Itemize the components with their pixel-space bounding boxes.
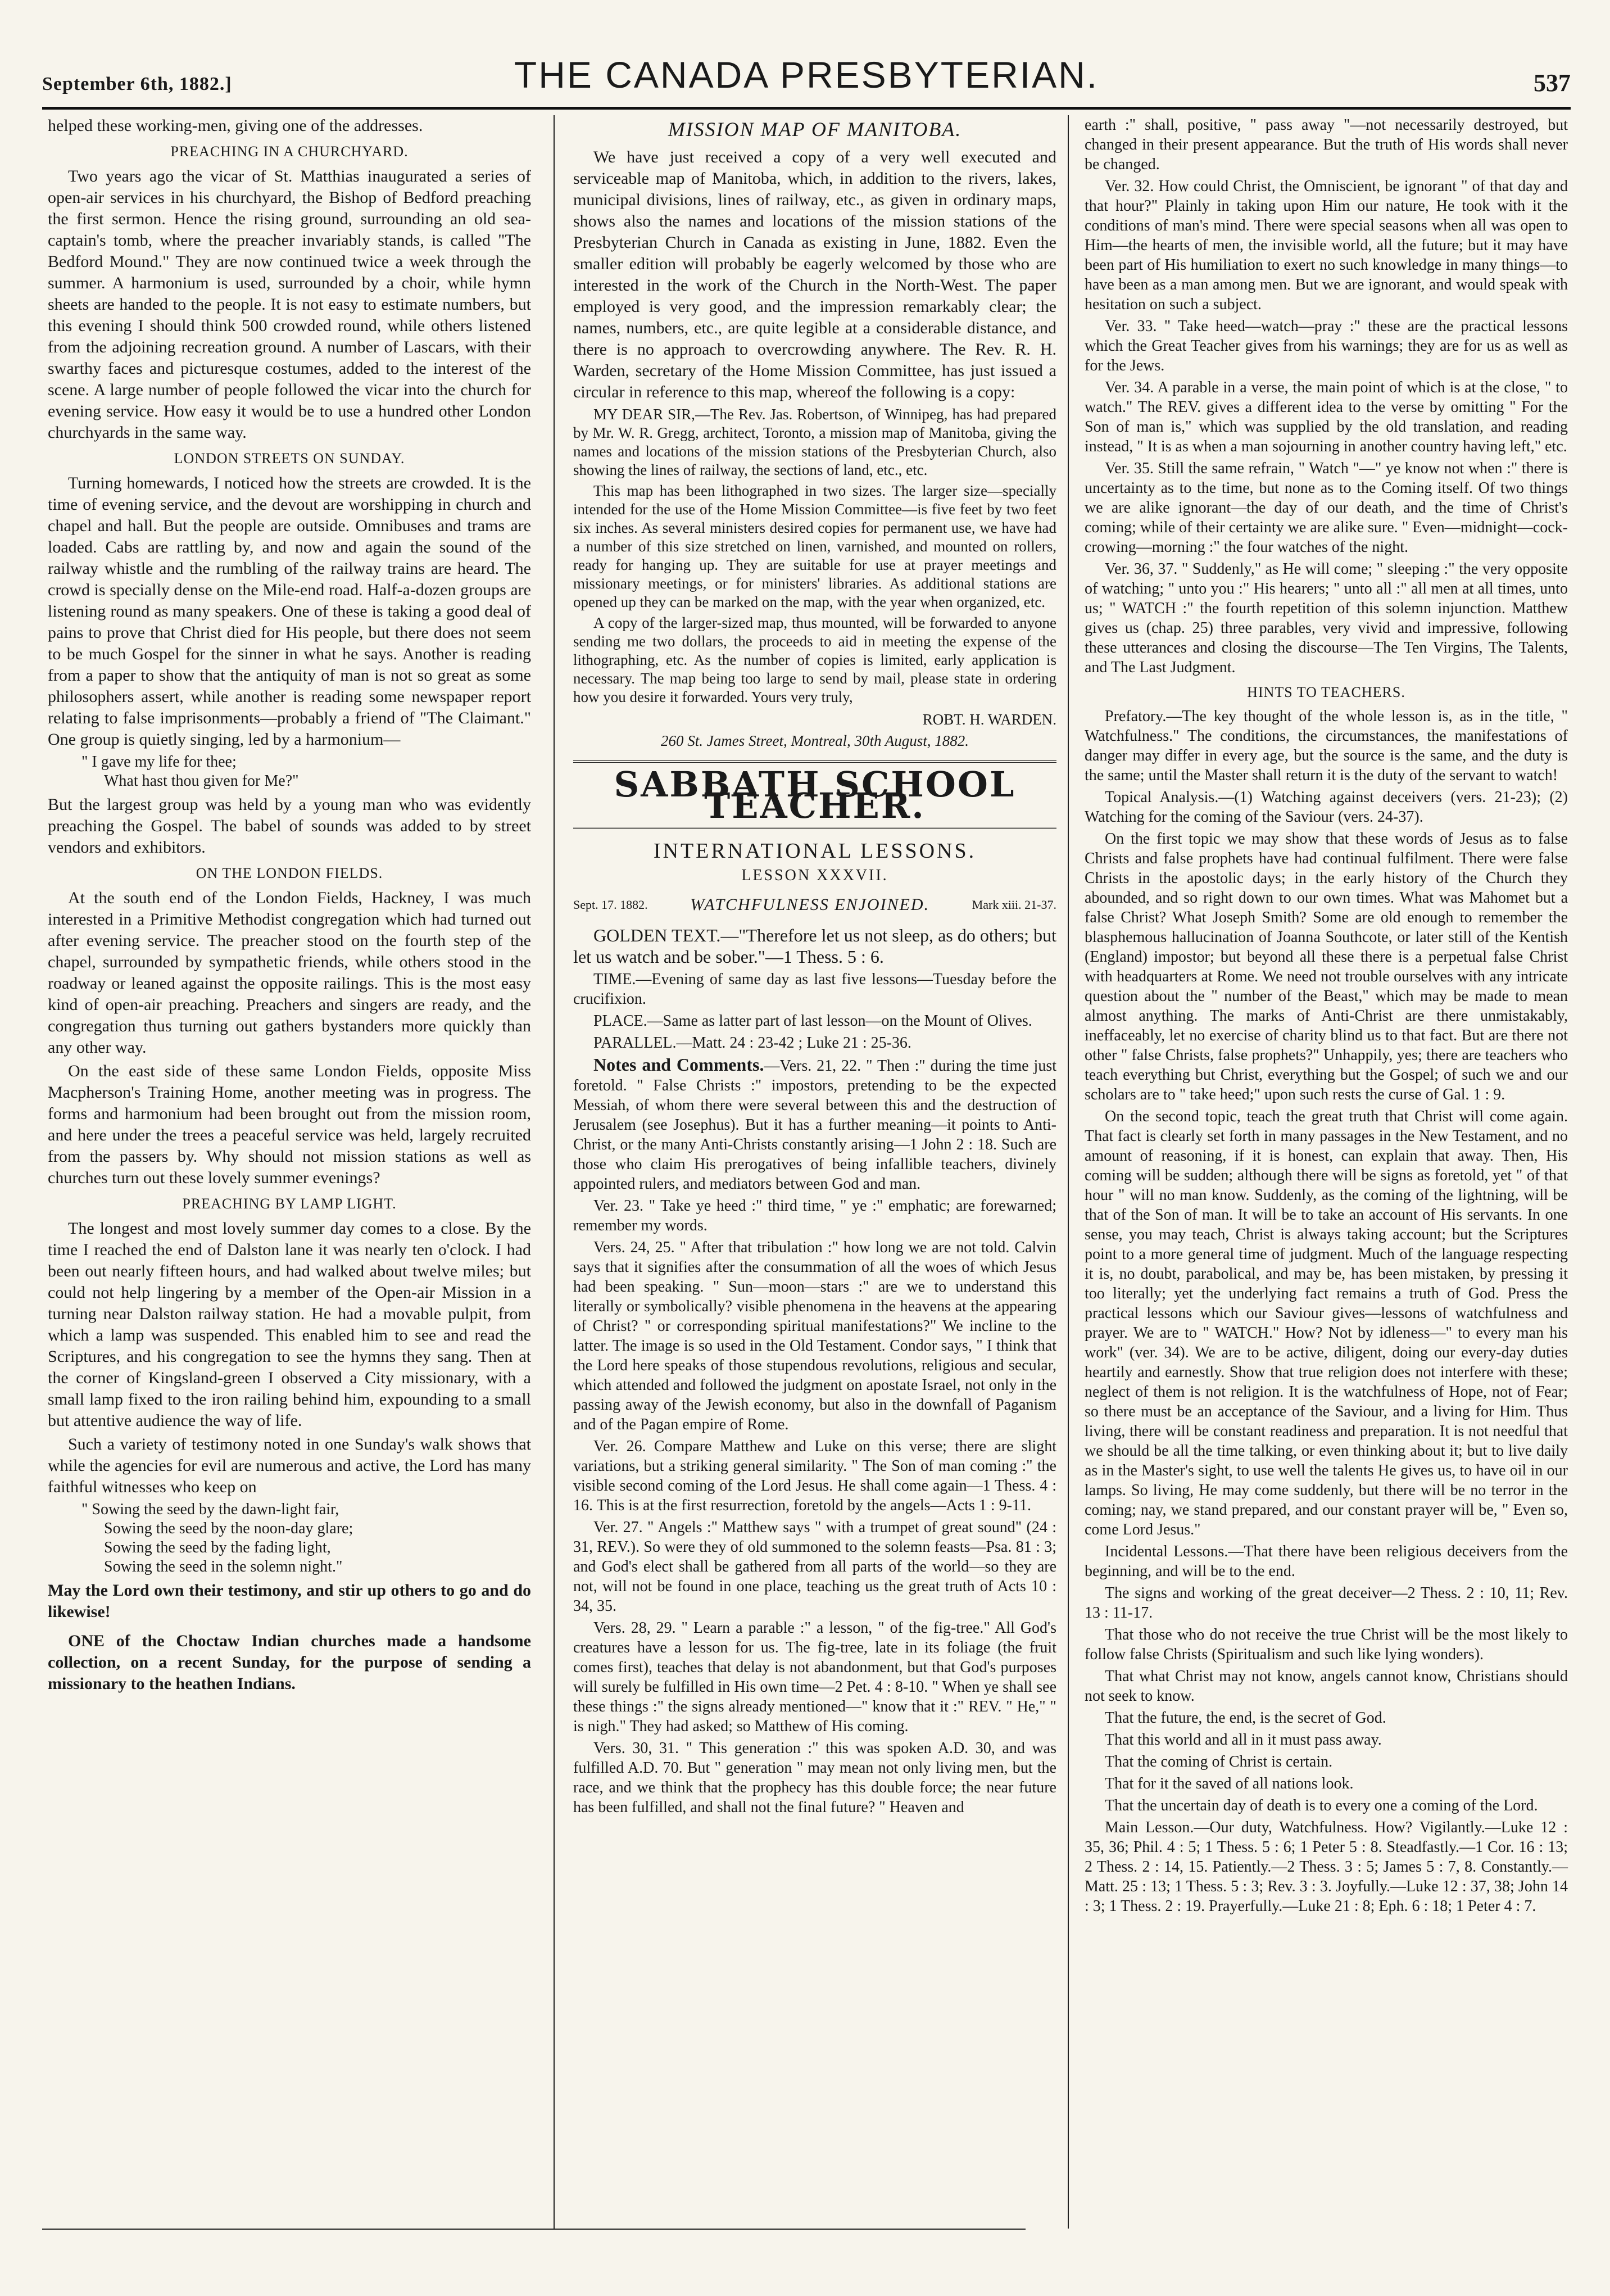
letter-paragraph: MY DEAR SIR,—The Rev. Jas. Robertson, of Winnipeg, has had prepared by Mr. W. R. Gregg, architect, Toronto, a mission map of Manitoba, giving the names and locations of the mission stations of the Presbyterian Church, also showing the lines of railway, the sections of land, etc., etc. (573, 406, 1056, 478)
hymn-line: What hast thou given for Me?" (104, 772, 299, 790)
paragraph: Vers. 24, 25. " After that tribulation :" how long we are not told. Calvin says that it signifies after the consummation of all the woes of which Jesus had been speaking. " Sun—moon—stars :" are we to understand this literally or symbolically? visible phenomena in the heavens at the appearing of Christ? " or corresponding spiritual manifestations?" We incline to the latter. The image is so used in the Old Testament. Condor says, " I think that the Lord here speaks of those stupendous revolutions, religious and secular, which attended and followed the judgment on apostate Israel, not only in the passing away of the Jewish economy, but also in the downfall of Paganism and of the Pagan empire of Rome. (573, 1239, 1056, 1433)
paragraph: Ver. 27. " Angels :" Matthew says " with a trumpet of great sound" (24 : 31, REV.). So were they of old summoned to the solemn feasts—Psa. 81 : 3; and God's elect shall be gathered from all parts of the world—so they are not, will not be found in one place, teaching us the great truth of Acts 10 : 34, 35. (573, 1519, 1056, 1615)
page-number: 537 (1534, 69, 1571, 97)
hymn-line: Sowing the seed in the solemn night." (104, 1558, 343, 1575)
paragraph: Incidental Lessons.—That there have been religious deceivers from the beginning, and will be to the end. (1085, 1543, 1568, 1580)
list-item: That the future, the end, is the secret of God. (1105, 1709, 1386, 1727)
paragraph: Ver. 32. How could Christ, the Omniscient, be ignorant " of that day and that hour?" Plainly in taking upon Him our nature, He took with it the conditions of man's mind. There were special seasons when all was open to Him—the hearts of men, the invisible world, all the future; but it may have been part of His humiliation to exert no such knowledge in many things—to have been as a man among men. But we are ignorant, and would speak with hesitation on such a subject. (1085, 178, 1568, 313)
lessons-heading: INTERNATIONAL LESSONS. (653, 839, 977, 863)
paragraph: Such a variety of testimony noted in one Sunday's walk shows that while the agencies for evil are numerous and active, the Lord has many faithful witnesses who keep on (48, 1435, 531, 1496)
paragraph: Ver. 33. " Take heed—watch—pray :" these are the practical lessons which the Great Teacher gives from his warnings; they are for us as well as for the Jews. (1085, 318, 1568, 374)
hymn-quote (81, 1500, 531, 1577)
notes-text: —Vers. 21, 22. " Then :" during the time just foretold. " False Christs :" impostors, pretending to be the expected Messiah, of whom there were several between this and the destruction of Jerusalem (see Josephus). But it has a further meaning—it points to Anti-Christ, or the many Anti-Christs constantly arising—1 John 2 : 18. Such are those who claim His prerogatives of being infallible teachers, divinely appointed rulers, and mediators between God and man. (573, 1057, 1056, 1193)
section-rule (573, 827, 1056, 829)
paragraph: Main Lesson.—Our duty, Watchfulness. How? Vigilantly.—Luke 12 : 35, 36; Phil. 4 : 5; 1 Thess. 5 : 6; 1 Peter 5 : 8. Steadfastly.—1 Cor. 16 : 13; 2 Thess. 2 : 14, 15. Patiently.—2 Thess. 3 : 5; James 5 : 7, 8. Constantly.—Matt. 25 : 13; 1 Thess. 5 : 3; Rev. 3 : 3. Joyfully.—Luke 12 : 37, 38; John 14 : 3; 1 Thess. 2 : 19. Prayerfully.—Luke 21 : 8; Eph. 6 : 18; 1 Peter 4 : 7. (1085, 1819, 1568, 1915)
paragraph: The longest and most lovely summer day comes to a close. By the time I reached the end of Dalston lane it was nearly ten o'clock. I had been out nearly fifteen hours, and had walked about twelve miles; but could not help lingering by a member of the Open-air Mission in a turning near Dalston railway station. He had a movable pulpit, from which a lamp was suspended. This enabled him to see and read the Scriptures, and his congregation to see the hymns they sang. Then at the corner of Kingsland-green I observed a City missionary, with a small lamp fixed to the iron railing behind him, expounding to a small but attentive audience the way of life. (48, 1219, 531, 1430)
paragraph: Vers. 28, 29. " Learn a parable :" a lesson, " of the fig-tree." All God's creatures have a lesson for us. The fig-tree, late in its foliage (the fruit comes first), teaches that delay is not abandonment, but that God's purposes will surely be fulfilled in His own time—2 Pet. 4 : 8-10. " When ye shall see these things :" the signs already mentioned—" know that it :" REV. " He," " is nigh." They had asked; so Matthew of His coming. (573, 1619, 1056, 1735)
lesson-title: WATCHFULNESS ENJOINED. (690, 895, 930, 914)
newspaper-title: THE CANADA PRESBYTERIAN. (514, 54, 1099, 96)
hymn-line: " I gave my life for thee; (81, 753, 237, 771)
hymn-line: Sowing the seed by the noon-day glare; (104, 1520, 353, 1537)
paragraph: Ver. 23. " Take ye heed :" third time, " ye :" emphatic; are forewarned; remember my words. (573, 1197, 1056, 1234)
section-heading: LONDON STREETS ON SUNDAY. (174, 450, 405, 467)
lesson-reference: Mark xiii. 21-37. (972, 898, 1056, 912)
lesson-date: Sept. 17. 1882. (573, 898, 648, 912)
list-item: That what Christ may not know, angels cannot know, Christians should not seek to know. (1085, 1668, 1568, 1705)
section-heading: PREACHING IN A CHURCHYARD. (170, 143, 409, 160)
paragraph: Ver. 34. A parable in a verse, the main point of which is at the close, " to watch." The REV. gives a different idea to the verse by omitting " For the Son of man is," which was supplied by the old translation, and reading instead, " It is as when a man sojourning in another country having left," etc. (1085, 379, 1568, 455)
paragraph: Ver. 36, 37. " Suddenly," as He will come; " sleeping :" the very opposite of watching; " unto you :" His hearers; " unto all :" all men at all times, unto us; " WATCH :" the fourth repetition of this solemn injunction. Matthew gives us (chap. 25) three parables, very vivid and impressive, following these utterances and closing the discourse—The Ten Virgins, The Talents, and The Last Judgment. (1085, 560, 1568, 676)
masthead (42, 53, 1571, 98)
column-divider (554, 115, 555, 2229)
hymn-line: " Sowing the seed by the dawn-light fair, (81, 1501, 339, 1518)
column-2 (573, 115, 1056, 1819)
paragraph: On the second topic, teach the great truth that Christ will come again. That fact is clearly set forth in many passages in the New Testament, and no amount of reasoning, if it is honest, can explain that away. Then, His coming will be sudden; although there will be signs as foretold, yet " of that hour " will no man know. Suddenly, as the coming of the lightning, will be that of the Son of man. It will be to take an account of His servants. In one sense, you may teach, Christ is always taking account; but the Scriptures point to a more general time of judgment. Much of the language respecting it is, no doubt, parabolical, and may be, has been mistaken, by pressing it too literally; yet the underlying fact remains a truth of God. Press the practical lessons which our Saviour gives—lessons of watchfulness and prayer. We are to " WATCH." How? Not by idleness—" to every man his work" (ver. 34). We are to be active, diligent, doing our every-day duties heartily and earnestly. Show that true religion does not interfere with these; neglect of them is not religion. It is the watchfulness of Hope, not of Fear; so there must be an acceptance of the Saviour, and a living for Him. Thus living, there will be constant readiness and preparation. It is not needful that we should be all the time talking, or even thinking about it; but to live daily as in the Master's sight, to use well the talents He gives us, to have oil in our lamps. So living, He may come suddenly, but there will be no terror in the coming; nay, we stand prepared, and our constant prayer will be, " Even so, come Lord Jesus." (1085, 1108, 1568, 1538)
bottom-rule (42, 2229, 1026, 2230)
notes-paragraph (573, 1055, 1056, 1194)
paragraph: We have just received a copy of a very well executed and serviceable map of Manitoba, which, in addition to the rivers, lakes, municipal divisions, lines of railway, etc., as given in ordinary maps, shows also the names and locations of the mission stations of the Presbyterian Church in Canada as existing in June, 1882. Even the smaller edition will probably be eagerly welcomed by those who are interested in the work of the Church in the North-West. The paper employed is very good, and the impression remarkably clear; the names, numbers, etc., are quite legible at a considerable distance, and there is no approach to overcrowding anywhere. The Rev. R. H. Warden, secretary of the Home Mission Committee, has just issued a circular in reference to this map, whereof the following is a copy: (573, 148, 1056, 401)
column-divider (1068, 115, 1069, 2229)
paragraph: helped these working-men, giving one of the addresses. (48, 116, 423, 135)
paragraph: earth :" shall, positive, " pass away "—not necessarily destroyed, but changed in their present appearance. But the truth of His words shall never be changed. (1085, 116, 1568, 173)
lesson-header (573, 894, 1056, 916)
paragraph: Prefatory.—The key thought of the whole lesson is, as in the title, " Watchfulness." The conditions, the circumstances, the manifestations of danger may differ in every age, but the source is the same, and the duty is the same; until the Master shall return it is the duty of the servant to watch! (1085, 708, 1568, 784)
paragraph: PLACE.—Same as latter part of last lesson—on the Mount of Olives. (593, 1012, 1032, 1030)
lesson-number: LESSON XXXVII. (741, 867, 888, 884)
hymn-quote (81, 753, 531, 791)
hymn-line: Sowing the seed by the fading light, (104, 1539, 331, 1556)
letter-paragraph: This map has been lithographed in two sizes. The larger size—specially intended for the use of the Home Mission Committee—is five feet by two feet six inches. As several ministers desired copies for permanent use, we have had a number of this size stretched on linen, varnished, and mounted on rollers, ready for hanging up. They are suitable for use at prayer meetings and missionary meetings, or for ministers' libraries. As additional stations are opened up they can be marked on the map, with the year when organized, etc. (573, 482, 1056, 610)
issue-date: September 6th, 1882.] (42, 74, 232, 94)
list-item: That the uncertain day of death is to every one a coming of the Lord. (1105, 1797, 1538, 1814)
section-heading: PREACHING BY LAMP LIGHT. (182, 1195, 397, 1212)
section-heading: HINTS TO TEACHERS. (1247, 684, 1405, 700)
paragraph: Topical Analysis.—(1) Watching against deceivers (vers. 21-23); (2) Watching for the coming of the Saviour (vers. 24-37). (1085, 789, 1568, 826)
column-3 (1085, 115, 1568, 1918)
paragraph: At the south end of the London Fields, Hackney, I was much interested in a Primitive Methodist congregation which had turned out after evening service. The preacher stood on the fourth step of the chapel, surrounded by sympathetic friends, while others stood in the roadway or leaned against the opposite railings. This is the most easy kind of open-air preaching. Preachers and singers are ready, and the congregation thus turning out gathers bystanders more quickly than any other way. (48, 889, 531, 1057)
letter-paragraph: A copy of the larger-sized map, thus mounted, will be forwarded to anyone sending me two dollars, the proceeds to aid in meeting the expense of the lithographing, etc. As the number of copies is limited, early application is necessary. The map being too large to send by mail, please state in ordering how you desire it forwarded. Yours very truly, (573, 614, 1056, 705)
section-banner: SABBATH SCHOOL TEACHER. (614, 764, 1016, 826)
notes-heading: Notes and Comments. (593, 1054, 764, 1075)
section-heading: ON THE LONDON FIELDS. (196, 865, 383, 881)
paragraph: Ver. 35. Still the same refrain, " Watch "—" ye know not when :" there is uncertainty as to the time, but none as to the Coming itself. Of two things we are alike ignorant—the day of our death, and the time of Christ's coming; while of their certainty we are alike sure. " Even—midnight—cock-crowing—morning :" the four watches of the night. (1085, 460, 1568, 556)
paragraph: TIME.—Evening of same day as last five lessons—Tuesday before the crucifixion. (573, 971, 1056, 1008)
paragraph: On the first topic we may show that these words of Jesus as to false Christs and false prophets have had continual fulfilment. There were false Christs in the apostolic days; in the early history of the Church they abounded, and so right down to our own times. What was Mahomet but a false Christ? What Joseph Smith? Some are old enough to remember the blasphemous hallucination of Joanna Southcote, or later still of the Kentish (England) impostor; but beyond all these there is a perpetual false Christ with headquarters at Rome. We need not trouble ourselves with any intricate question about the " number of the Beast," which may be made to mean almost anything. The marks of Anti-Christ are there unmistakably, ineffaceably, let no exercise of charity blind us to that fact. But are there not other " false Christs, false prophets?" Unhappily, yes; there are teachers who teach everything but Christ, everything but the Gospel; of such we and our scholars are to " take heed;" upon such rests the curse of Gal. 1 : 9. (1085, 830, 1568, 1103)
paragraph: PARALLEL.—Matt. 24 : 23-42 ; Luke 21 : 25-36. (593, 1034, 911, 1052)
letter-address: 260 St. James Street, Montreal, 30th August, 1882. (661, 732, 969, 749)
paragraph: Ver. 26. Compare Matthew and Luke on this verse; there are slight variations, but a striking general similarity. " The Son of man coming :" the visible second coming of the Lord Jesus. He shall come again—1 Thess. 4 : 16. This is at the first resurrection, foretold by the angels—Acts 1 : 9-11. (573, 1438, 1056, 1514)
list-item: That this world and all in it must pass away. (1105, 1731, 1382, 1749)
paragraph: ONE of the Choctaw Indian churches made a handsome collection, on a recent Sunday, for the purpose of sending a missionary to the heathen Indians. (48, 1632, 531, 1693)
list-item: That those who do not receive the true Christ will be the most likely to follow false Christs (Spiritualism and such like lying wonders). (1085, 1626, 1568, 1663)
paragraph: But the largest group was held by a young man who was evidently preaching the Gospel. The babel of sounds was added to by street vendors and exhibitors. (48, 795, 531, 857)
list-item: That for it the saved of all nations look. (1105, 1775, 1354, 1792)
list-item: The signs and working of the great deceiver—2 Thess. 2 : 10, 11; Rev. 13 : 11-17. (1085, 1584, 1568, 1622)
paragraph: On the east side of these same London Fields, opposite Miss Macpherson's Training Home, another meeting was in progress. The forms and harmonium had been brought out from the mission room, and here under the trees a peaceful service was held, largely recruited from the passers by. Why should not mission stations as well as churches turn out these lovely summer evenings? (48, 1062, 531, 1187)
paragraph: Two years ago the vicar of St. Matthias inaugurated a series of open-air services in his churchyard, the Bishop of Bedford preaching the first sermon. Hence the rising ground, surrounding an old sea-captain's tomb, where the preacher invariably stands, is called "The Bedford Mound." They are now continued twice a week through the summer. A harmonium is used, surrounded by a choir, while hymn sheets are handed to the people. It is not easy to estimate numbers, but this evening I should think 500 crowded round, while others listened from the adjoining recreation ground. A number of Lascars, with their swarthy faces and picturesque costumes, added to the interest of the scene. A large number of people followed the vicar into the church for evening service. How easy it would be to use a hundred other London churchyards in the same way. (48, 167, 531, 442)
paragraph: Vers. 30, 31. " This generation :" this was spoken A.D. 30, and was fulfilled A.D. 70. But " generation " may mean not only living men, but the race, and we think that the prophecy has this double force; the near future has been fulfilled, and shall not the final future? " Heaven and (573, 1740, 1056, 1816)
letter-signature: ROBT. H. WARDEN. (922, 711, 1056, 728)
masthead-rule (42, 107, 1571, 110)
section-rule (573, 760, 1056, 763)
golden-text: GOLDEN TEXT.—"Therefore let us not sleep, as do others; but let us watch and be sober."—1 Thess. 5 : 6. (573, 925, 1056, 967)
paragraph: May the Lord own their testimony, and stir up others to go and do likewise! (48, 1581, 531, 1621)
paragraph: Turning homewards, I noticed how the streets are crowded. It is the time of evening service, and the devout are worshipping in church and chapel and hall. But the people are outside. Omnibuses and trams are loaded. Cabs are rattling by, and now and again the sound of the railway whistle and the rumbling of the railway trains are heard. The crowd is specially dense on the Mile-end road. Half-a-dozen groups are listening round as many speakers. One of these is taking a good deal of pains to prove that Christ died for His people, but there does not seem to be much Gospel for the sinner in what he says. Another is reading from a paper to show that the antiquity of man is not so great as some philosophers assert, while another is reading some newspaper report relating to false imprisonments—probably a friend of "The Claimant." One group is quietly singing, led by a harmonium— (48, 474, 531, 749)
article-title: MISSION MAP OF MANITOBA. (668, 118, 962, 141)
list-item: That the coming of Christ is certain. (1105, 1753, 1333, 1770)
column-1 (48, 115, 531, 1697)
